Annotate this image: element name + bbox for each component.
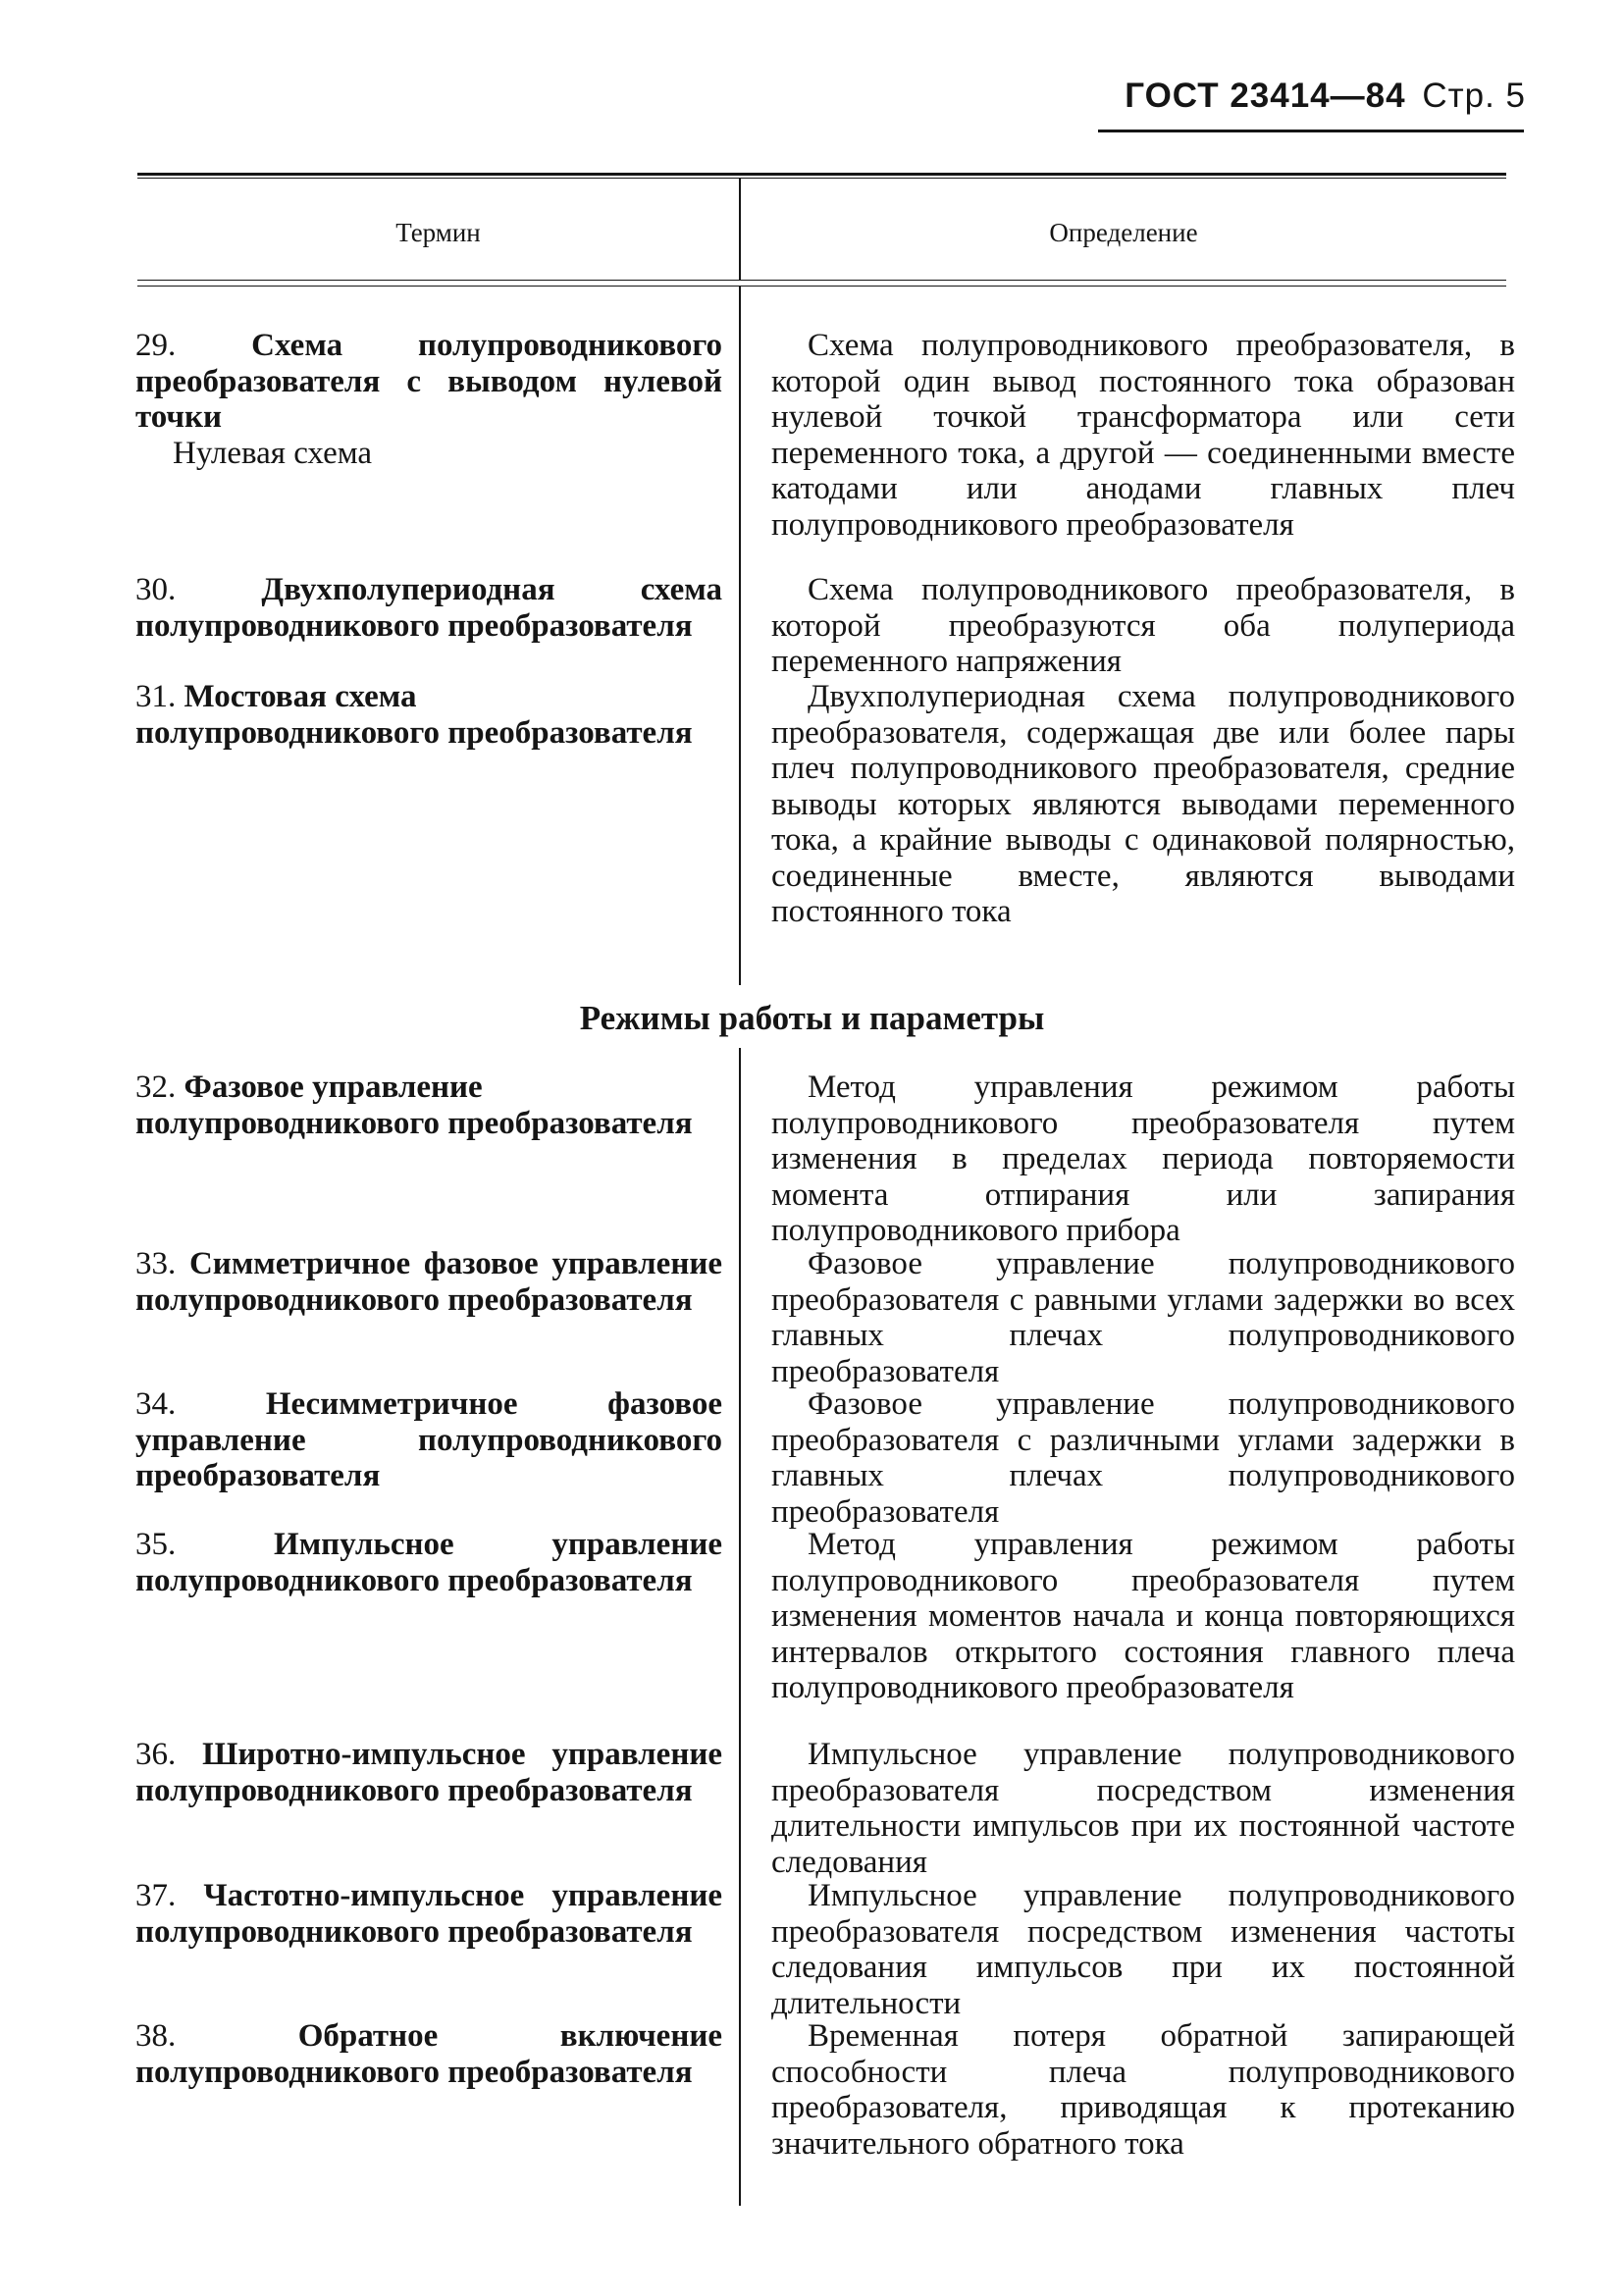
table-top-rule [137, 173, 1506, 176]
term-definition: Метод управления режимом работы полупроводникового преобразователя путем изменения моментов начала и конца повторяющихся интервалов открытого состояния главного плеча полупроводникового преобразователя [771, 1527, 1515, 1705]
term-title: Широтно-импульсное управление полупроводникового преобразователя [135, 1737, 722, 1808]
term-number: 34. [135, 1386, 177, 1422]
standard-code: ГОСТ 23414—84 [1125, 77, 1406, 115]
term-number: 35. [135, 1527, 177, 1562]
term-definition: Схема полупроводникового преобразователя, в которой один вывод постоянного тока образован нулевой точкой трансформатора или сети переменного тока, а другой — соединенными вместе катодами или анодами главных плеч полупроводникового преобразователя [771, 328, 1515, 543]
column-header-definition: Определение [1049, 218, 1198, 247]
term-title: Симметричное фазовое управление полупроводникового преобразователя [135, 1246, 723, 1318]
term-entry [135, 328, 722, 471]
term-entry [135, 2018, 722, 2090]
term-entry [135, 1070, 722, 1141]
term-number: 36. [135, 1737, 177, 1772]
term-title: Мостовая схема полупроводникового преобразователя [135, 679, 693, 751]
term-entry [135, 1878, 722, 1950]
term-definition: Двухполупериодная схема полупроводникового преобразователя, содержащая две или более пары плеч полупроводникового преобразователя, средние выводы которых являются выводами переменного тока, а крайние выводы с одинаковой полярностью, соединенные вместе, являются выводами постоянного тока [771, 679, 1515, 929]
section-heading: Режимы работы и параметры [579, 999, 1045, 1037]
term-definition: Импульсное управление полупроводникового преобразователя посредством изменения частоты следования импульсов при их постоянной длительности [771, 1878, 1515, 2021]
term-definition: Фазовое управление полупроводникового преобразователя с различными углами задержки в главных плечах полупроводникового преобразователя [771, 1386, 1515, 1530]
term-entry [135, 572, 722, 644]
column-header-term: Термин [395, 218, 481, 247]
term-number: 38. [135, 2018, 177, 2054]
term-entry [135, 1527, 722, 1598]
page-header [1084, 77, 1526, 116]
term-number: 30. [135, 572, 177, 607]
term-title: Частотно-импульсное управление полупроводникового преобразователя [135, 1878, 722, 1950]
term-entry [135, 1386, 722, 1494]
term-title: Схема полупроводникового преобразователя с выводом нулевой точки [135, 328, 722, 435]
term-definition: Временная потеря обратной запирающей способности плеча полупроводникового преобразователя, приводящая к протеканию значительного обратного тока [771, 2018, 1515, 2162]
term-entry [135, 679, 722, 751]
term-title: Несимметричное фазовое управление полупроводникового преобразователя [135, 1386, 722, 1493]
term-entry [135, 1737, 722, 1808]
term-definition: Импульсное управление полупроводникового преобразователя посредством изменения длительности импульсов при их постоянной частоте следования [771, 1737, 1515, 1880]
table-header-rule [137, 280, 1506, 281]
column-divider-upper [739, 287, 741, 985]
term-number: 33. [135, 1246, 177, 1281]
term-definition: Фазовое управление полупроводникового преобразователя с равными углами задержки во всех главных плечах полупроводникового преобразователя [771, 1246, 1515, 1389]
term-title: Обратное включение полупроводникового преобразователя [135, 2018, 722, 2090]
page-number: Стр. 5 [1422, 77, 1526, 115]
term-title: Двухполупериодная схема полупроводникового преобразователя [135, 572, 723, 644]
term-title: Импульсное управление полупроводникового преобразователя [135, 1527, 723, 1598]
term-number: 32. [135, 1070, 177, 1105]
table-top-rule-inner [137, 178, 1506, 179]
term-number: 37. [135, 1878, 177, 1913]
term-title: Фазовое управление полупроводникового преобразователя [135, 1070, 693, 1141]
term-number: 31. [135, 679, 177, 714]
term-number: 29. [135, 328, 177, 363]
header-rule [1098, 130, 1524, 132]
column-divider-lower [739, 1048, 741, 2206]
term-definition: Схема полупроводникового преобразователя, в которой преобразуются оба полупериода переменного напряжения [771, 572, 1515, 679]
term-definition: Метод управления режимом работы полупроводникового преобразователя путем изменения в пределах периода повторяемости момента отпирания или запирания полупроводникового прибора [771, 1070, 1515, 1248]
table-header-rule-inner [137, 286, 1506, 287]
term-entry [135, 1246, 722, 1318]
term-synonym: Нулевая схема [173, 435, 373, 471]
